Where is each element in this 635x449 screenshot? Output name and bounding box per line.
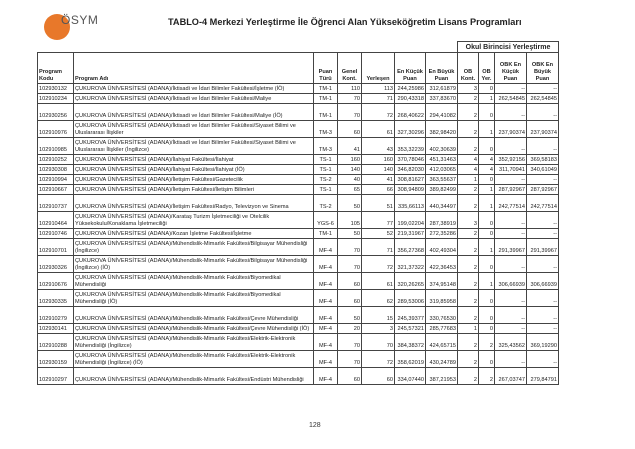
cell-obmin: -- bbox=[495, 256, 527, 273]
cell-obk: 3 bbox=[458, 212, 479, 229]
cell-oby: 1 bbox=[479, 121, 495, 138]
table-row bbox=[38, 212, 559, 229]
cell-obmin: 325,43562 bbox=[495, 334, 527, 351]
cell-kont: 60 bbox=[338, 273, 362, 290]
cell-kont: 40 bbox=[338, 175, 362, 185]
cell-obmin: 352,92156 bbox=[495, 155, 527, 165]
cell-obk: 2 bbox=[458, 138, 479, 155]
cell-obmin: -- bbox=[495, 324, 527, 334]
cell-obmax: -- bbox=[527, 175, 559, 185]
osym-logo bbox=[44, 10, 114, 36]
cell-puan: TM-1 bbox=[314, 104, 338, 121]
cell-min: 335,66113 bbox=[395, 195, 426, 212]
table-row bbox=[38, 138, 559, 155]
cell-name: ÇUKUROVA ÜNİVERSİTESİ (ADANA)/Mühendislik-Mimarlık Fakültesi/Elektrik-Elektronik Mühendisliği (İngilizce) (İÖ) bbox=[74, 351, 314, 368]
cell-kont: 110 bbox=[338, 84, 362, 94]
cell-yer: 51 bbox=[362, 195, 395, 212]
cell-obk: 2 bbox=[458, 307, 479, 324]
cell-code: 102930159 bbox=[38, 351, 74, 368]
logo-text: ÖSYM bbox=[61, 13, 99, 27]
cell-max: 422,36453 bbox=[426, 256, 458, 273]
cell-kont: 65 bbox=[338, 185, 362, 195]
table-row bbox=[38, 175, 559, 185]
table-row bbox=[38, 324, 559, 334]
cell-yer: 70 bbox=[362, 334, 395, 351]
cell-obmax: -- bbox=[527, 229, 559, 239]
cell-obmin: 237,90374 bbox=[495, 121, 527, 138]
cell-obmin: 291,39967 bbox=[495, 239, 527, 256]
cell-code: 102910676 bbox=[38, 273, 74, 290]
cell-obmin: -- bbox=[495, 175, 527, 185]
cell-oby: 0 bbox=[479, 290, 495, 307]
table-row bbox=[38, 256, 559, 273]
cell-max: 387,21953 bbox=[426, 368, 458, 385]
cell-kont: 20 bbox=[338, 324, 362, 334]
cell-max: 402,49304 bbox=[426, 239, 458, 256]
table-row bbox=[38, 334, 559, 351]
cell-code: 102910994 bbox=[38, 175, 74, 185]
cell-name: ÇUKUROVA ÜNİVERSİTESİ (ADANA)/İktisadi ve İdari Bilimler Fakültesi/Maliye (İÖ) bbox=[74, 104, 314, 121]
cell-obmin: 287,92967 bbox=[495, 185, 527, 195]
table-row bbox=[38, 121, 559, 138]
cell-obk: 4 bbox=[458, 155, 479, 165]
page-number: 128 bbox=[309, 422, 321, 429]
cell-kont: 60 bbox=[338, 121, 362, 138]
cell-code: 102930326 bbox=[38, 256, 74, 273]
cell-max: 389,82499 bbox=[426, 185, 458, 195]
cell-oby: 0 bbox=[479, 175, 495, 185]
cell-obk: 2 bbox=[458, 334, 479, 351]
table-row bbox=[38, 155, 559, 165]
cell-oby: 4 bbox=[479, 155, 495, 165]
cell-name: ÇUKUROVA ÜNİVERSİTESİ (ADANA)/Karataş Turizm İşletmeciliği ve Otelcilik Yüksekokulu/Konaklama İşletmeciliği bbox=[74, 212, 314, 229]
cell-obmax: 306,66939 bbox=[527, 273, 559, 290]
cell-name: ÇUKUROVA ÜNİVERSİTESİ (ADANA)/Kozan İşletme Fakültesi/İşletme bbox=[74, 229, 314, 239]
cell-kont: 70 bbox=[338, 334, 362, 351]
cell-code: 102910985 bbox=[38, 138, 74, 155]
column-header: OB Kont. bbox=[458, 53, 479, 84]
cell-kont: 70 bbox=[338, 351, 362, 368]
cell-oby: 1 bbox=[479, 195, 495, 212]
cell-max: 424,65715 bbox=[426, 334, 458, 351]
cell-code: 102930141 bbox=[38, 324, 74, 334]
cell-max: 382,98420 bbox=[426, 121, 458, 138]
cell-oby: 1 bbox=[479, 239, 495, 256]
table-row bbox=[38, 368, 559, 385]
cell-kont: 41 bbox=[338, 138, 362, 155]
cell-obk: 1 bbox=[458, 175, 479, 185]
cell-min: 334,07440 bbox=[395, 368, 426, 385]
cell-obk: 1 bbox=[458, 324, 479, 334]
cell-max: 374,95148 bbox=[426, 273, 458, 290]
cell-min: 268,40622 bbox=[395, 104, 426, 121]
cell-min: 356,27368 bbox=[395, 239, 426, 256]
cell-code: 102910279 bbox=[38, 307, 74, 324]
super-header: Okul Birincisi Yerleştirme bbox=[458, 42, 559, 53]
cell-min: 321,37322 bbox=[395, 256, 426, 273]
page-title: TABLO-4 Merkezi Yerleştirme İle Öğrenci Alan Yükseköğretim Lisans Programları bbox=[168, 17, 522, 27]
column-header: OBK En Büyük Puan bbox=[527, 53, 559, 84]
cell-min: 346,82030 bbox=[395, 165, 426, 175]
cell-obmax: 291,39967 bbox=[527, 239, 559, 256]
cell-yer: 71 bbox=[362, 239, 395, 256]
cell-max: 272,35286 bbox=[426, 229, 458, 239]
cell-yer: 160 bbox=[362, 155, 395, 165]
cell-name: ÇUKUROVA ÜNİVERSİTESİ (ADANA)/Mühendislik-Mimarlık Fakültesi/Bilgisayar Mühendisliği (İngilizce) bbox=[74, 239, 314, 256]
column-header: OBK En Küçük Puan bbox=[495, 53, 527, 84]
cell-min: 244,25986 bbox=[395, 84, 426, 94]
cell-yer: 72 bbox=[362, 351, 395, 368]
cell-code: 102910667 bbox=[38, 185, 74, 195]
cell-max: 451,31463 bbox=[426, 155, 458, 165]
cell-puan: TS-1 bbox=[314, 155, 338, 165]
cell-obmax: 242,77514 bbox=[527, 195, 559, 212]
cell-name: ÇUKUROVA ÜNİVERSİTESİ (ADANA)/İletişim Fakültesi/Gazetecilik bbox=[74, 175, 314, 185]
cell-obmin: -- bbox=[495, 212, 527, 229]
cell-yer: 61 bbox=[362, 121, 395, 138]
cell-max: 440,34497 bbox=[426, 195, 458, 212]
cell-puan: TS-2 bbox=[314, 195, 338, 212]
cell-obk: 2 bbox=[458, 368, 479, 385]
cell-yer: 66 bbox=[362, 185, 395, 195]
cell-oby: 0 bbox=[479, 212, 495, 229]
cell-code: 102910737 bbox=[38, 195, 74, 212]
cell-max: 330,76530 bbox=[426, 307, 458, 324]
cell-puan: MF-4 bbox=[314, 239, 338, 256]
cell-puan: TM-3 bbox=[314, 121, 338, 138]
cell-min: 199,02204 bbox=[395, 212, 426, 229]
cell-oby: 0 bbox=[479, 256, 495, 273]
cell-yer: 41 bbox=[362, 175, 395, 185]
cell-oby: 2 bbox=[479, 368, 495, 385]
cell-obk: 2 bbox=[458, 290, 479, 307]
cell-obmax: 340,61049 bbox=[527, 165, 559, 175]
cell-code: 102930335 bbox=[38, 290, 74, 307]
cell-obk: 2 bbox=[458, 239, 479, 256]
cell-obmax: 369,19290 bbox=[527, 334, 559, 351]
column-header: Genel Kont. bbox=[338, 53, 362, 84]
cell-max: 337,83670 bbox=[426, 94, 458, 104]
cell-obk: 2 bbox=[458, 121, 479, 138]
cell-kont: 50 bbox=[338, 307, 362, 324]
cell-obmax: -- bbox=[527, 256, 559, 273]
column-header: OB Yer. bbox=[479, 53, 495, 84]
cell-code: 102910701 bbox=[38, 239, 74, 256]
cell-puan: TS-1 bbox=[314, 165, 338, 175]
cell-obmin: -- bbox=[495, 138, 527, 155]
cell-oby: 4 bbox=[479, 165, 495, 175]
cell-puan: MF-4 bbox=[314, 273, 338, 290]
cell-max: 430,24789 bbox=[426, 351, 458, 368]
cell-max: 287,38919 bbox=[426, 212, 458, 229]
cell-code: 102930308 bbox=[38, 165, 74, 175]
table-row bbox=[38, 104, 559, 121]
cell-kont: 60 bbox=[338, 368, 362, 385]
cell-oby: 1 bbox=[479, 94, 495, 104]
cell-obmin: -- bbox=[495, 351, 527, 368]
cell-obmin: -- bbox=[495, 84, 527, 94]
cell-puan: MF-4 bbox=[314, 334, 338, 351]
cell-obmin: -- bbox=[495, 290, 527, 307]
cell-obmax: 262,54845 bbox=[527, 94, 559, 104]
cell-min: 308,81627 bbox=[395, 175, 426, 185]
cell-obmax: -- bbox=[527, 290, 559, 307]
cell-puan: MF-4 bbox=[314, 351, 338, 368]
table-row bbox=[38, 290, 559, 307]
cell-kont: 70 bbox=[338, 94, 362, 104]
cell-yer: 71 bbox=[362, 94, 395, 104]
cell-max: 319,85958 bbox=[426, 290, 458, 307]
cell-min: 289,53006 bbox=[395, 290, 426, 307]
cell-name: ÇUKUROVA ÜNİVERSİTESİ (ADANA)/Mühendislik-Mimarlık Fakültesi/Elektrik-Elektronik Mühendisliği (İngilizce) bbox=[74, 334, 314, 351]
cell-min: 320,26265 bbox=[395, 273, 426, 290]
cell-code: 102930256 bbox=[38, 104, 74, 121]
cell-code: 102910746 bbox=[38, 229, 74, 239]
table-row bbox=[38, 84, 559, 94]
cell-oby: 2 bbox=[479, 334, 495, 351]
cell-obk: 2 bbox=[458, 351, 479, 368]
cell-obmin: -- bbox=[495, 229, 527, 239]
cell-name: ÇUKUROVA ÜNİVERSİTESİ (ADANA)/Mühendislik-Mimarlık Fakültesi/Çevre Mühendisliği bbox=[74, 307, 314, 324]
cell-kont: 60 bbox=[338, 290, 362, 307]
cell-obk: 3 bbox=[458, 84, 479, 94]
cell-name: ÇUKUROVA ÜNİVERSİTESİ (ADANA)/Mühendislik-Mimarlık Fakültesi/Bilgisayar Mühendisliği (İngilizce) (İÖ) bbox=[74, 256, 314, 273]
cell-yer: 140 bbox=[362, 165, 395, 175]
table-row bbox=[38, 165, 559, 175]
cell-oby: 1 bbox=[479, 185, 495, 195]
cell-max: 402,30639 bbox=[426, 138, 458, 155]
cell-kont: 160 bbox=[338, 155, 362, 165]
table-row bbox=[38, 273, 559, 290]
cell-yer: 3 bbox=[362, 324, 395, 334]
cell-max: 363,55637 bbox=[426, 175, 458, 185]
cell-code: 102910252 bbox=[38, 155, 74, 165]
cell-kont: 50 bbox=[338, 229, 362, 239]
cell-obk: 2 bbox=[458, 273, 479, 290]
cell-puan: TS-2 bbox=[314, 175, 338, 185]
cell-oby: 0 bbox=[479, 307, 495, 324]
cell-name: ÇUKUROVA ÜNİVERSİTESİ (ADANA)/İktisadi ve İdari Bilimler Fakültesi/İşletme (İÖ) bbox=[74, 84, 314, 94]
cell-name: ÇUKUROVA ÜNİVERSİTESİ (ADANA)/İlahiyat Fakültesi/İlahiyat (İÖ) bbox=[74, 165, 314, 175]
cell-code: 102910464 bbox=[38, 212, 74, 229]
cell-yer: 52 bbox=[362, 229, 395, 239]
cell-oby: 0 bbox=[479, 351, 495, 368]
cell-max: 294,41082 bbox=[426, 104, 458, 121]
cell-obmin: 242,77514 bbox=[495, 195, 527, 212]
table-row bbox=[38, 195, 559, 212]
cell-name: ÇUKUROVA ÜNİVERSİTESİ (ADANA)/İktisadi ve İdari Bilimler Fakültesi/Siyaset Bilimi ve Uluslararası İlişkiler (İngilizce) bbox=[74, 138, 314, 155]
cell-oby: 0 bbox=[479, 84, 495, 94]
cell-puan: TM-1 bbox=[314, 84, 338, 94]
table-row bbox=[38, 239, 559, 256]
cell-min: 358,62019 bbox=[395, 351, 426, 368]
table-row bbox=[38, 307, 559, 324]
cell-code: 102910297 bbox=[38, 368, 74, 385]
cell-name: ÇUKUROVA ÜNİVERSİTESİ (ADANA)/Mühendislik-Mimarlık Fakültesi/Endüstri Mühendisliği bbox=[74, 368, 314, 385]
cell-puan: TM-1 bbox=[314, 94, 338, 104]
program-table bbox=[37, 41, 559, 385]
cell-obmax: -- bbox=[527, 307, 559, 324]
cell-min: 290,43318 bbox=[395, 94, 426, 104]
table-row bbox=[38, 185, 559, 195]
table-row bbox=[38, 94, 559, 104]
cell-oby: 0 bbox=[479, 324, 495, 334]
cell-max: 285,77683 bbox=[426, 324, 458, 334]
cell-oby: 1 bbox=[479, 273, 495, 290]
cell-obmin: -- bbox=[495, 104, 527, 121]
cell-obk: 2 bbox=[458, 256, 479, 273]
cell-name: ÇUKUROVA ÜNİVERSİTESİ (ADANA)/İktisadi ve İdari Bilimler Fakültesi/Siyaset Bilimi ve Uluslararası İlişkiler bbox=[74, 121, 314, 138]
cell-yer: 113 bbox=[362, 84, 395, 94]
column-header: Program Adı bbox=[74, 53, 314, 84]
cell-kont: 50 bbox=[338, 195, 362, 212]
cell-puan: TS-1 bbox=[314, 185, 338, 195]
column-header: Yerleşen bbox=[362, 53, 395, 84]
table-row bbox=[38, 351, 559, 368]
cell-min: 219,31967 bbox=[395, 229, 426, 239]
cell-min: 370,78046 bbox=[395, 155, 426, 165]
cell-obmin: 262,54845 bbox=[495, 94, 527, 104]
cell-obk: 2 bbox=[458, 104, 479, 121]
cell-puan: MF-4 bbox=[314, 324, 338, 334]
cell-obk: 2 bbox=[458, 185, 479, 195]
cell-kont: 140 bbox=[338, 165, 362, 175]
cell-yer: 43 bbox=[362, 138, 395, 155]
cell-puan: MF-4 bbox=[314, 290, 338, 307]
cell-oby: 0 bbox=[479, 104, 495, 121]
cell-obmin: 306,66939 bbox=[495, 273, 527, 290]
cell-puan: YGS-6 bbox=[314, 212, 338, 229]
cell-obmin: 267,03747 bbox=[495, 368, 527, 385]
cell-obk: 4 bbox=[458, 165, 479, 175]
cell-obk: 2 bbox=[458, 94, 479, 104]
cell-oby: 0 bbox=[479, 229, 495, 239]
cell-name: ÇUKUROVA ÜNİVERSİTESİ (ADANA)/İletişim Fakültesi/İletişim Bilimleri bbox=[74, 185, 314, 195]
cell-code: 102930132 bbox=[38, 84, 74, 94]
cell-yer: 61 bbox=[362, 273, 395, 290]
cell-yer: 72 bbox=[362, 256, 395, 273]
cell-oby: 0 bbox=[479, 138, 495, 155]
cell-obk: 2 bbox=[458, 195, 479, 212]
cell-min: 245,57321 bbox=[395, 324, 426, 334]
column-header: En Küçük Puan bbox=[395, 53, 426, 84]
cell-yer: 60 bbox=[362, 368, 395, 385]
cell-obmax: -- bbox=[527, 138, 559, 155]
cell-kont: 105 bbox=[338, 212, 362, 229]
cell-min: 353,32239 bbox=[395, 138, 426, 155]
cell-yer: 15 bbox=[362, 307, 395, 324]
cell-puan: TM-3 bbox=[314, 138, 338, 155]
cell-kont: 70 bbox=[338, 104, 362, 121]
cell-min: 308,94809 bbox=[395, 185, 426, 195]
cell-code: 102910234 bbox=[38, 94, 74, 104]
cell-yer: 62 bbox=[362, 290, 395, 307]
column-header: En Büyük Puan bbox=[426, 53, 458, 84]
cell-puan: MF-4 bbox=[314, 256, 338, 273]
column-header: Program Kodu bbox=[38, 53, 74, 84]
cell-name: ÇUKUROVA ÜNİVERSİTESİ (ADANA)/Mühendislik-Mimarlık Fakültesi/Biyomedikal Mühendisliği bbox=[74, 273, 314, 290]
cell-obmax: -- bbox=[527, 324, 559, 334]
cell-obmax: 287,92967 bbox=[527, 185, 559, 195]
cell-obmax: -- bbox=[527, 351, 559, 368]
cell-obmax: 237,90374 bbox=[527, 121, 559, 138]
cell-kont: 70 bbox=[338, 239, 362, 256]
cell-puan: MF-4 bbox=[314, 368, 338, 385]
cell-name: ÇUKUROVA ÜNİVERSİTESİ (ADANA)/İlahiyat Fakültesi/İlahiyat bbox=[74, 155, 314, 165]
cell-obk: 2 bbox=[458, 229, 479, 239]
cell-obmax: 369,58183 bbox=[527, 155, 559, 165]
cell-obmax: -- bbox=[527, 84, 559, 94]
cell-name: ÇUKUROVA ÜNİVERSİTESİ (ADANA)/Mühendislik-Mimarlık Fakültesi/Çevre Mühendisliği (İÖ) bbox=[74, 324, 314, 334]
cell-name: ÇUKUROVA ÜNİVERSİTESİ (ADANA)/İletişim Fakültesi/Radyo, Televizyon ve Sinema bbox=[74, 195, 314, 212]
cell-kont: 70 bbox=[338, 256, 362, 273]
cell-obmax: -- bbox=[527, 212, 559, 229]
cell-obmax: 279,84791 bbox=[527, 368, 559, 385]
cell-name: ÇUKUROVA ÜNİVERSİTESİ (ADANA)/İktisadi ve İdari Bilimler Fakültesi/Maliye bbox=[74, 94, 314, 104]
cell-obmin: 311,70941 bbox=[495, 165, 527, 175]
cell-min: 245,39377 bbox=[395, 307, 426, 324]
cell-obmin: -- bbox=[495, 307, 527, 324]
cell-min: 384,38372 bbox=[395, 334, 426, 351]
table-row bbox=[38, 229, 559, 239]
cell-max: 312,61879 bbox=[426, 84, 458, 94]
cell-yer: 77 bbox=[362, 212, 395, 229]
column-header: Puan Türü bbox=[314, 53, 338, 84]
cell-code: 102910288 bbox=[38, 334, 74, 351]
cell-puan: MF-4 bbox=[314, 307, 338, 324]
cell-puan: TM-1 bbox=[314, 229, 338, 239]
cell-obmax: -- bbox=[527, 104, 559, 121]
cell-code: 102910976 bbox=[38, 121, 74, 138]
cell-max: 412,03065 bbox=[426, 165, 458, 175]
cell-yer: 72 bbox=[362, 104, 395, 121]
cell-name: ÇUKUROVA ÜNİVERSİTESİ (ADANA)/Mühendislik-Mimarlık Fakültesi/Biyomedikal Mühendisliği (İÖ) bbox=[74, 290, 314, 307]
cell-min: 327,30296 bbox=[395, 121, 426, 138]
